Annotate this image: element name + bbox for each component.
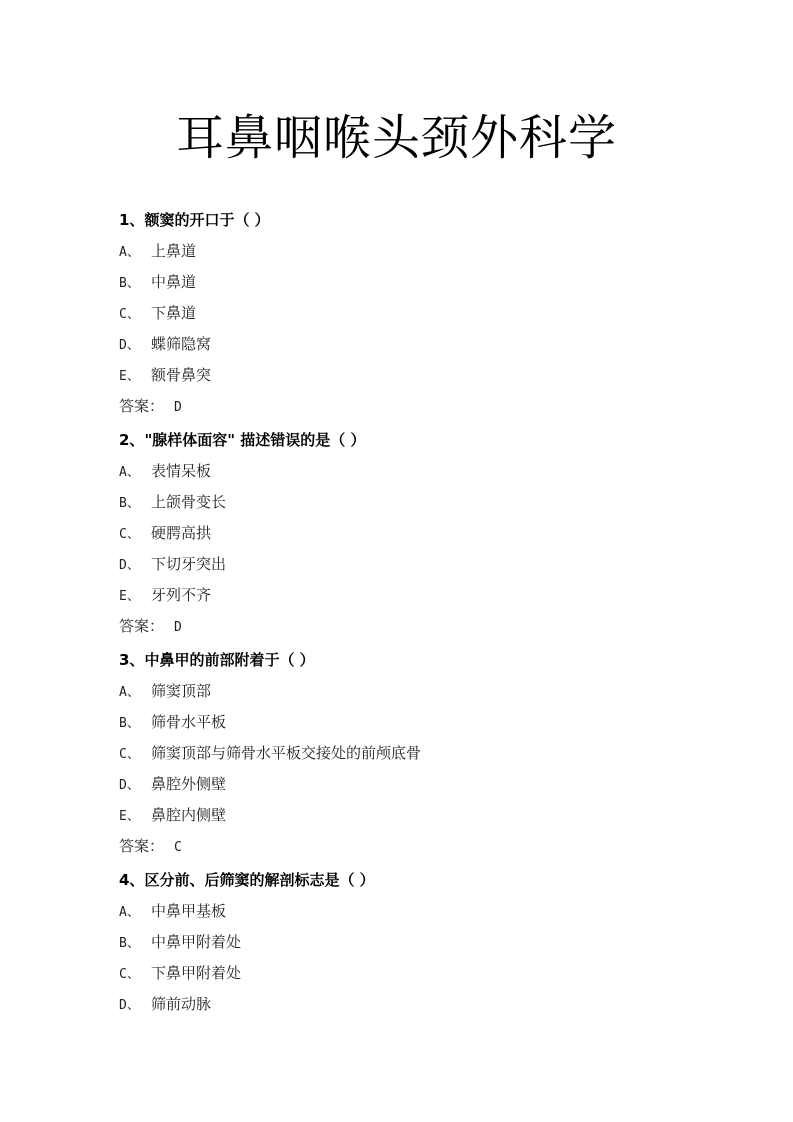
option-c — [119, 958, 739, 989]
question-title — [119, 425, 739, 456]
option-text: 硬腭高拱 — [151, 524, 212, 542]
option-d — [119, 769, 739, 800]
option-letter: A、 — [119, 245, 140, 260]
option-letter: C、 — [119, 747, 140, 762]
answer-label: 答案： — [119, 397, 165, 415]
option-text: 筛窦顶部 — [151, 682, 212, 700]
option-b — [119, 267, 739, 298]
answer-value: D — [174, 620, 182, 635]
answer-value: C — [174, 840, 182, 855]
question-text: 额窦的开口于（ ） — [144, 211, 270, 229]
answer-line — [119, 611, 739, 642]
answer-line — [119, 831, 739, 862]
option-text: 下切牙突出 — [151, 555, 227, 573]
question-2 — [119, 425, 739, 642]
option-text: 筛窦顶部与筛骨水平板交接处的前颅底骨 — [151, 744, 422, 762]
option-letter: E、 — [119, 369, 140, 384]
option-text: 上鼻道 — [151, 242, 197, 260]
option-text: 牙列不齐 — [151, 586, 212, 604]
option-letter: A、 — [119, 685, 140, 700]
answer-line — [119, 391, 739, 422]
option-b — [119, 487, 739, 518]
question-3 — [119, 645, 739, 862]
option-letter: C、 — [119, 967, 140, 982]
answer-label: 答案： — [119, 837, 165, 855]
option-text: 鼻腔外侧壁 — [151, 775, 227, 793]
option-letter: D、 — [119, 778, 140, 793]
option-letter: D、 — [119, 558, 140, 573]
option-a — [119, 896, 739, 927]
option-a — [119, 456, 739, 487]
question-list — [119, 205, 739, 1020]
option-text: 上颌骨变长 — [151, 493, 227, 511]
option-b — [119, 927, 739, 958]
option-c — [119, 298, 739, 329]
option-text: 下鼻甲附着处 — [151, 964, 242, 982]
question-text: "腺样体面容" 描述错误的是（ ） — [144, 431, 366, 449]
question-text: 区分前、后筛窦的解剖标志是（ ） — [144, 871, 375, 889]
question-title — [119, 865, 739, 896]
question-number: 3、 — [119, 651, 145, 669]
option-e — [119, 360, 739, 391]
option-e — [119, 580, 739, 611]
option-d — [119, 989, 739, 1020]
option-text: 中鼻甲附着处 — [151, 933, 242, 951]
page-title: 耳鼻咽喉头颈外科学 — [175, 110, 617, 166]
option-letter: B、 — [119, 716, 140, 731]
option-letter: A、 — [119, 465, 140, 480]
option-letter: E、 — [119, 589, 140, 604]
option-letter: C、 — [119, 307, 140, 322]
option-text: 额骨鼻突 — [151, 366, 212, 384]
option-letter: C、 — [119, 527, 140, 542]
option-text: 鼻腔内侧壁 — [151, 806, 227, 824]
option-d — [119, 329, 739, 360]
option-d — [119, 549, 739, 580]
question-4 — [119, 865, 739, 1020]
option-e — [119, 800, 739, 831]
option-c — [119, 738, 739, 769]
option-letter: D、 — [119, 338, 140, 353]
option-text: 下鼻道 — [151, 304, 197, 322]
option-letter: B、 — [119, 496, 140, 511]
question-title — [119, 645, 739, 676]
option-a — [119, 236, 739, 267]
option-text: 中鼻道 — [151, 273, 197, 291]
question-title — [119, 205, 739, 236]
option-letter: B、 — [119, 276, 140, 291]
question-text: 中鼻甲的前部附着于（ ） — [144, 651, 315, 669]
question-number: 1、 — [119, 211, 145, 229]
answer-label: 答案： — [119, 617, 165, 635]
option-letter: A、 — [119, 905, 140, 920]
question-number: 4、 — [119, 871, 145, 889]
option-a — [119, 676, 739, 707]
option-text: 蝶筛隐窝 — [151, 335, 212, 353]
answer-value: D — [174, 400, 182, 415]
question-1 — [119, 205, 739, 422]
option-text: 筛前动脉 — [151, 995, 212, 1013]
question-number: 2、 — [119, 431, 145, 449]
option-text: 筛骨水平板 — [151, 713, 227, 731]
option-text: 中鼻甲基板 — [151, 902, 227, 920]
option-letter: D、 — [119, 998, 140, 1013]
option-letter: B、 — [119, 936, 140, 951]
option-b — [119, 707, 739, 738]
option-letter: E、 — [119, 809, 140, 824]
option-c — [119, 518, 739, 549]
option-text: 表情呆板 — [151, 462, 212, 480]
